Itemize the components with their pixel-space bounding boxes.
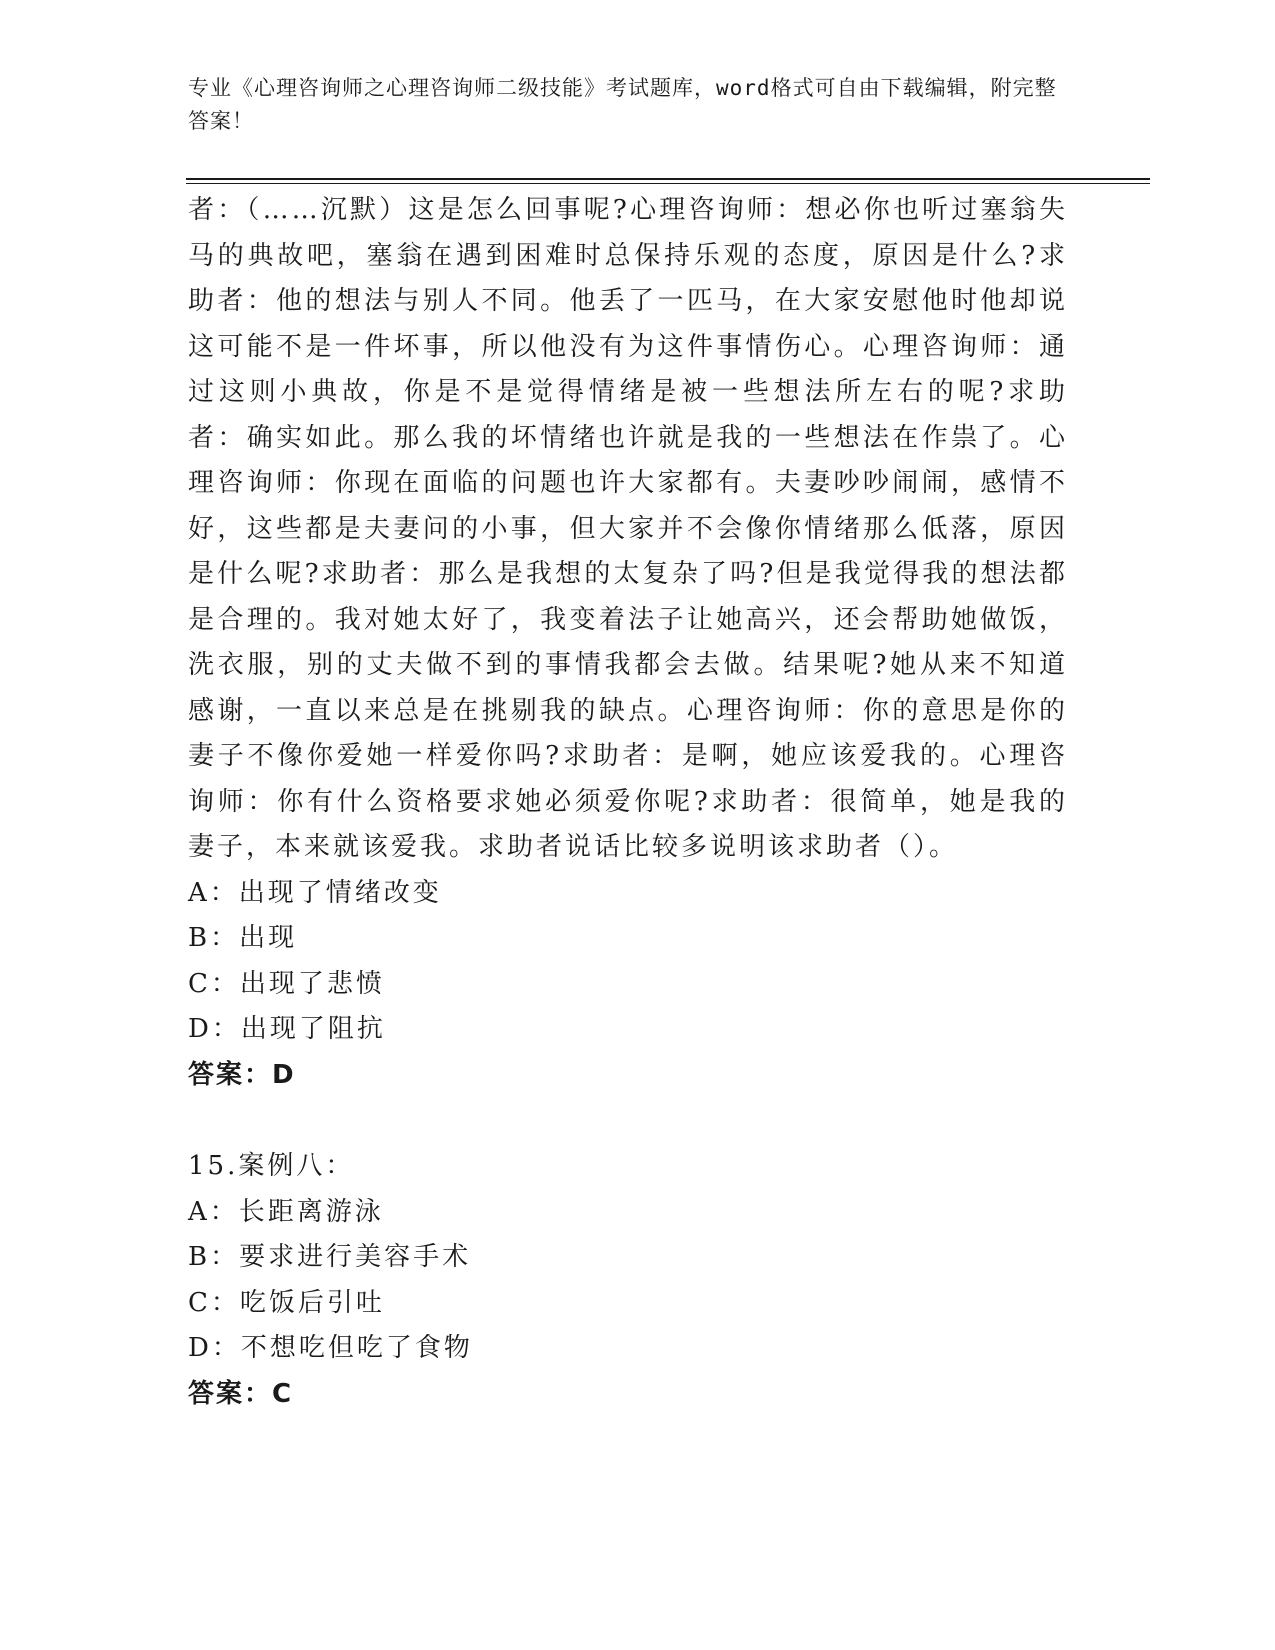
- question-stem: 者：（……沉默）这是怎么回事呢?心理咨询师：想必你也听过塞翁失马的典故吧，塞翁在遇到困难时总保持乐观的态度，原因是什么?求助者：他的想法与别人不同。他丢了一匹马，在大家安慰他时他却说这可能不是一件坏事，所以他没有为这件事情伤心。心理咨询师：通过这则小典故，你是不是觉得情绪是被一些想法所左右的呢?求助者：确实如此。那么我的坏情绪也许就是我的一些想法在作祟了。心理咨询师：你现在面临的问题也许大家都有。夫妻吵吵闹闹，感情不好，这些都是夫妻问的小事，但大家并不会像你情绪那么低落，原因是什么呢?求助者：那么是我想的太复杂了吗?但是我觉得我的想法都是合理的。我对她太好了，我变着法子让她高兴，还会帮助她做饭，洗衣服，别的丈夫做不到的事情我都会去做。结果呢?她从来不知道感谢，一直以来总是在挑剔我的缺点。心理咨询师：你的意思是你的妻子不像你爱她一样爱你吗?求助者：是啊，她应该爱我的。心理咨询师：你有什么资格要求她必须爱你呢?求助者：很简单，她是我的妻子，本来就该爱我。求助者说话比较多说明该求助者（）。: [188, 195, 1068, 862]
- header-title: 专业《心理咨询师之心理咨询师二级技能》考试题库，word格式可自由下载编辑，附完整答案！: [188, 76, 1057, 133]
- option-a: A：出现了情绪改变: [188, 877, 442, 908]
- document-header: [188, 72, 1068, 138]
- answer-label: 答案：C: [188, 1378, 294, 1409]
- answer-label: 答案：D: [188, 1059, 296, 1090]
- option-b: B：要求进行美容手术: [188, 1242, 472, 1272]
- option-d: D：不想吃但吃了食物: [188, 1333, 473, 1363]
- option-d: D：出现了阻抗: [188, 1014, 386, 1044]
- question-spacer: [188, 1098, 1068, 1144]
- question-stem: 15.案例八：: [188, 1151, 355, 1181]
- option-a: A：长距离游泳: [188, 1196, 384, 1227]
- option-c: C：出现了悲愤: [188, 968, 385, 999]
- header-divider-thick: [186, 178, 1150, 180]
- question-14: [188, 188, 1068, 1098]
- option-b: B：出现: [188, 923, 298, 953]
- header-divider-thin: [186, 183, 1150, 184]
- option-c: C：吃饭后引吐: [188, 1287, 385, 1318]
- question-15: [188, 1144, 1068, 1417]
- page-content: [188, 188, 1068, 1417]
